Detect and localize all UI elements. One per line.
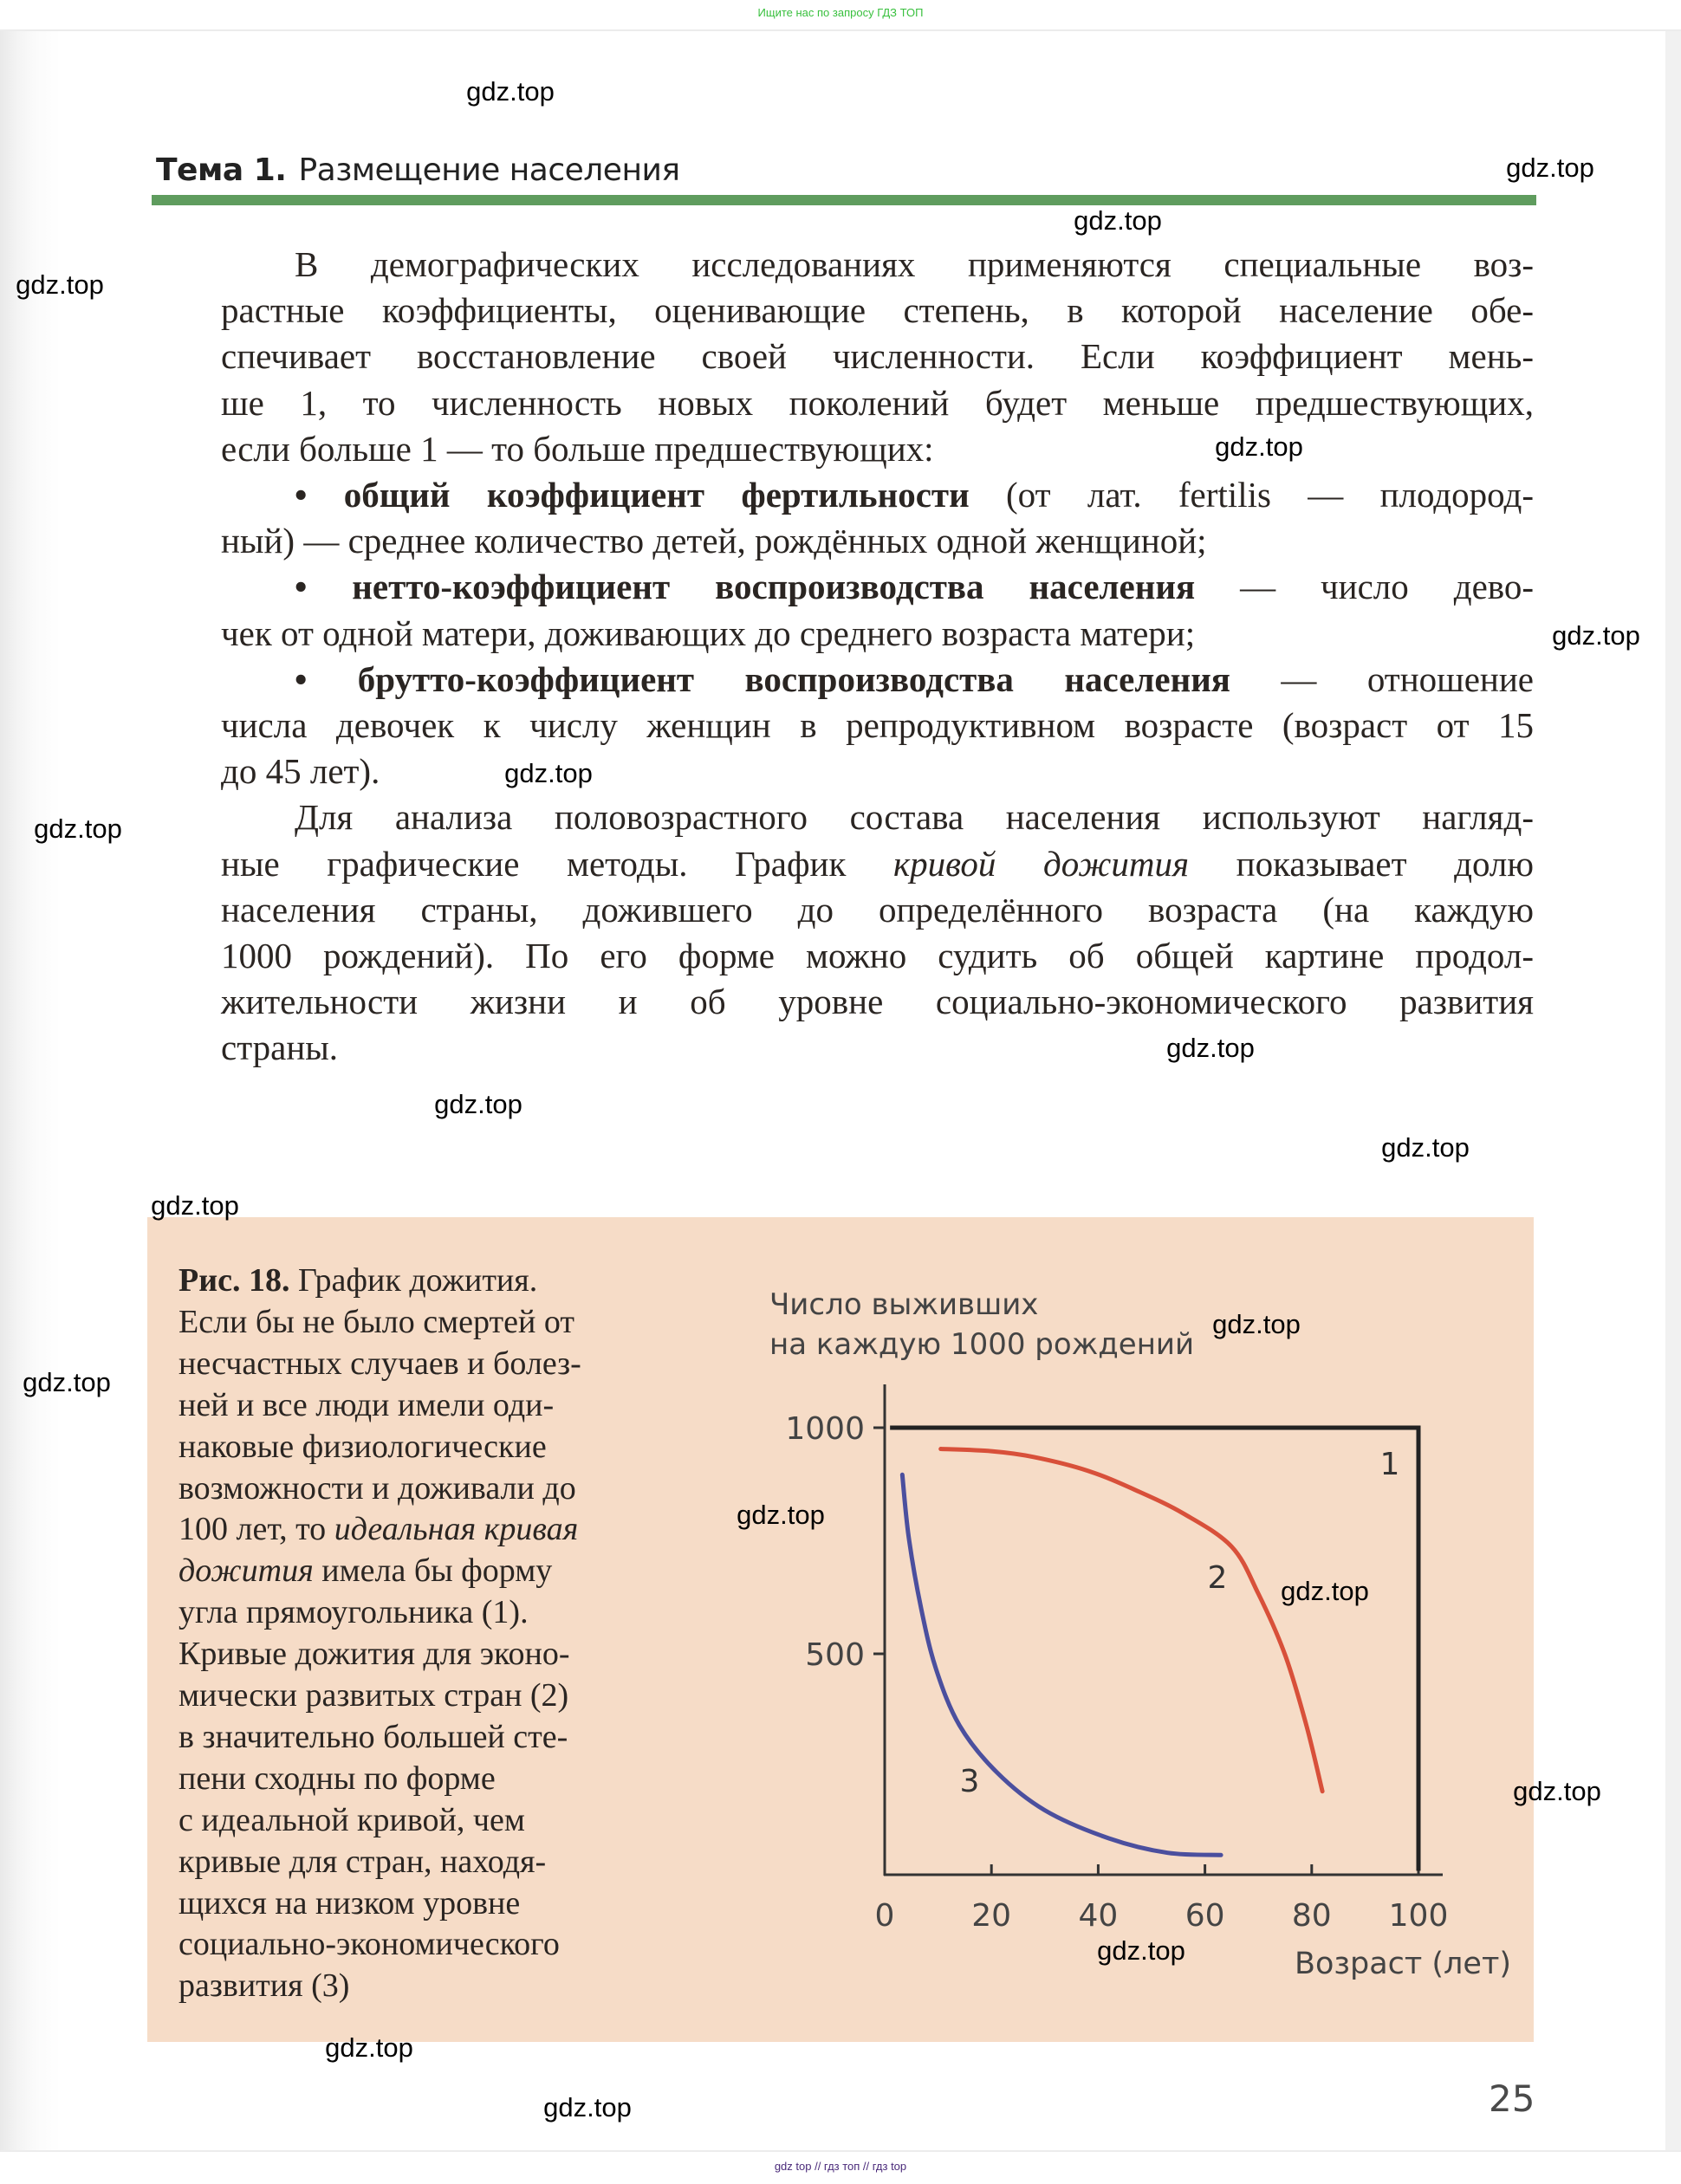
caption-run: идеальная кривая	[334, 1511, 579, 1548]
caption-run: Если бы не было смертей от	[178, 1303, 574, 1340]
bold-term: брутто-коэффициент воспроизводства населения	[357, 658, 1230, 699]
caption-run: щихся на низком уровне	[178, 1884, 521, 1922]
series-line-3	[902, 1474, 1221, 1855]
caption-run: возможности и доживали до	[178, 1469, 576, 1507]
bold-term: •	[295, 567, 353, 607]
watermark: gdz.top	[23, 1367, 111, 1397]
x-tick-label: 40	[1078, 1898, 1119, 1934]
watermark: gdz.top	[325, 2032, 413, 2063]
caption-run: социально-экономического	[178, 1926, 560, 1963]
text-run: В демографических исследованиях применяются специальные воз-	[295, 244, 1534, 284]
italic-term: кривой дожития	[892, 843, 1190, 884]
bold-term: •	[295, 658, 358, 699]
watermark: gdz.top	[1215, 431, 1303, 462]
watermark: gdz.top	[1212, 1309, 1301, 1339]
text-run: населения страны, дожившего до определённого возраста (на каждую	[221, 889, 1534, 930]
bottom-banner: gdz top // гдз топ // гдз top	[0, 2150, 1681, 2184]
watermark: gdz.top	[543, 2092, 632, 2122]
caption-run: наковые физиологические	[178, 1428, 547, 1465]
x-tick-label: 80	[1291, 1898, 1332, 1934]
watermark: gdz.top	[466, 76, 555, 107]
caption-run: в значительно большей сте-	[178, 1718, 568, 1755]
caption-run: несчастных случаев и болез-	[178, 1345, 581, 1382]
watermark: gdz.top	[737, 1500, 825, 1530]
series-label-1: 1	[1379, 1447, 1400, 1482]
series-label-2: 2	[1207, 1560, 1228, 1596]
text-run: ный) — среднее количество детей, рождённых одной женщиной;	[221, 521, 1207, 561]
topic-title: Размещение населения	[298, 152, 680, 188]
x-tick-label: 20	[971, 1898, 1012, 1934]
series-label-3: 3	[959, 1764, 980, 1799]
text-run: 1000 рождений). По его форме можно судить об общей картине продол-	[221, 936, 1534, 975]
y-tick-label: 1000	[785, 1411, 865, 1447]
bold-term: •	[295, 475, 344, 515]
caption-run: с идеальной кривой, чем	[178, 1801, 525, 1838]
text-run: (от лат. fertilis — плодород-	[969, 475, 1535, 515]
caption-run: График дожития.	[289, 1262, 538, 1299]
text-run: если больше 1 — то больше предшествующих:	[221, 428, 934, 469]
text-run: до 45 лет).	[221, 751, 380, 792]
text-run: — число дево-	[1195, 567, 1534, 607]
caption-run: Кривые дожития для эконо-	[178, 1636, 570, 1673]
caption-run: ней и все люди имели оди-	[178, 1386, 555, 1423]
caption-run: развития (3)	[178, 1967, 350, 2005]
y-axis-label-line-1: Число выживших	[769, 1287, 1039, 1322]
watermark: gdz.top	[151, 1190, 239, 1221]
x-tick-label: 60	[1184, 1898, 1225, 1934]
x-tick-label: 0	[874, 1898, 895, 1934]
watermark: gdz.top	[1166, 1033, 1255, 1063]
top-banner: Ищите нас по запросу ГДЗ ТОП	[0, 0, 1681, 31]
text-run: страны.	[221, 1027, 339, 1068]
caption-run: мически развитых стран (2)	[178, 1677, 569, 1714]
watermark: gdz.top	[34, 813, 122, 844]
x-tick-label: 100	[1388, 1898, 1449, 1934]
text-run: показывает долю	[1189, 843, 1534, 884]
text-run: числа девочек к числу женщин в репродуктивном возрасте (возраст от 15	[221, 705, 1534, 745]
series-line-1	[890, 1428, 1418, 1871]
caption-run: имела бы форму	[313, 1552, 553, 1590]
bold-term: нетто-коэффициент воспроизводства населения	[352, 567, 1196, 607]
caption-run: угла прямоугольника (1).	[178, 1594, 529, 1631]
topic-number: Тема 1.	[156, 152, 287, 188]
watermark: gdz.top	[1513, 1776, 1601, 1806]
series-line-2	[941, 1449, 1322, 1792]
caption-run: пени сходны по форме	[178, 1760, 496, 1797]
watermark: gdz.top	[1097, 1935, 1185, 1966]
caption-run: 100 лет, то	[178, 1511, 334, 1548]
y-axis-label-line-2: на каждую 1000 рождений	[769, 1327, 1195, 1362]
text-run: растные коэффициенты, оценивающие степень, в которой население обе-	[221, 290, 1534, 331]
caption-run: кривые для стран, находя-	[178, 1843, 547, 1880]
text-run: ные графические методы. График	[221, 843, 893, 884]
bold-term: общий коэффициент фертильности	[343, 475, 970, 515]
y-tick-label: 500	[805, 1637, 865, 1673]
text-run: чек от одной матери, доживающих до среднего возраста матери;	[221, 612, 1196, 653]
watermark: gdz.top	[16, 269, 104, 300]
text-run: — отношение	[1230, 658, 1534, 699]
watermark: gdz.top	[1281, 1576, 1369, 1606]
watermark: gdz.top	[504, 758, 593, 788]
caption-run: дожития	[178, 1552, 314, 1590]
page-number: 25	[1489, 2077, 1535, 2120]
watermark: gdz.top	[1506, 152, 1594, 183]
text-run: Для анализа половозрастного состава населения используют нагляд-	[295, 797, 1534, 838]
watermark: gdz.top	[1552, 620, 1640, 651]
text-run: жительности жизни и об уровне социально-экономического развития	[221, 982, 1534, 1022]
caption-run: Рис. 18.	[178, 1262, 290, 1299]
watermark: gdz.top	[1381, 1132, 1470, 1163]
text-run: ше 1, то численность новых поколений будет меньше предшествующих,	[221, 382, 1534, 423]
watermark: gdz.top	[1074, 205, 1162, 236]
text-run: спечивает восстановление своей численности. Если коэффициент мень-	[221, 336, 1534, 377]
x-axis-label: Возраст (лет)	[1294, 1947, 1511, 1981]
watermark: gdz.top	[434, 1089, 522, 1119]
